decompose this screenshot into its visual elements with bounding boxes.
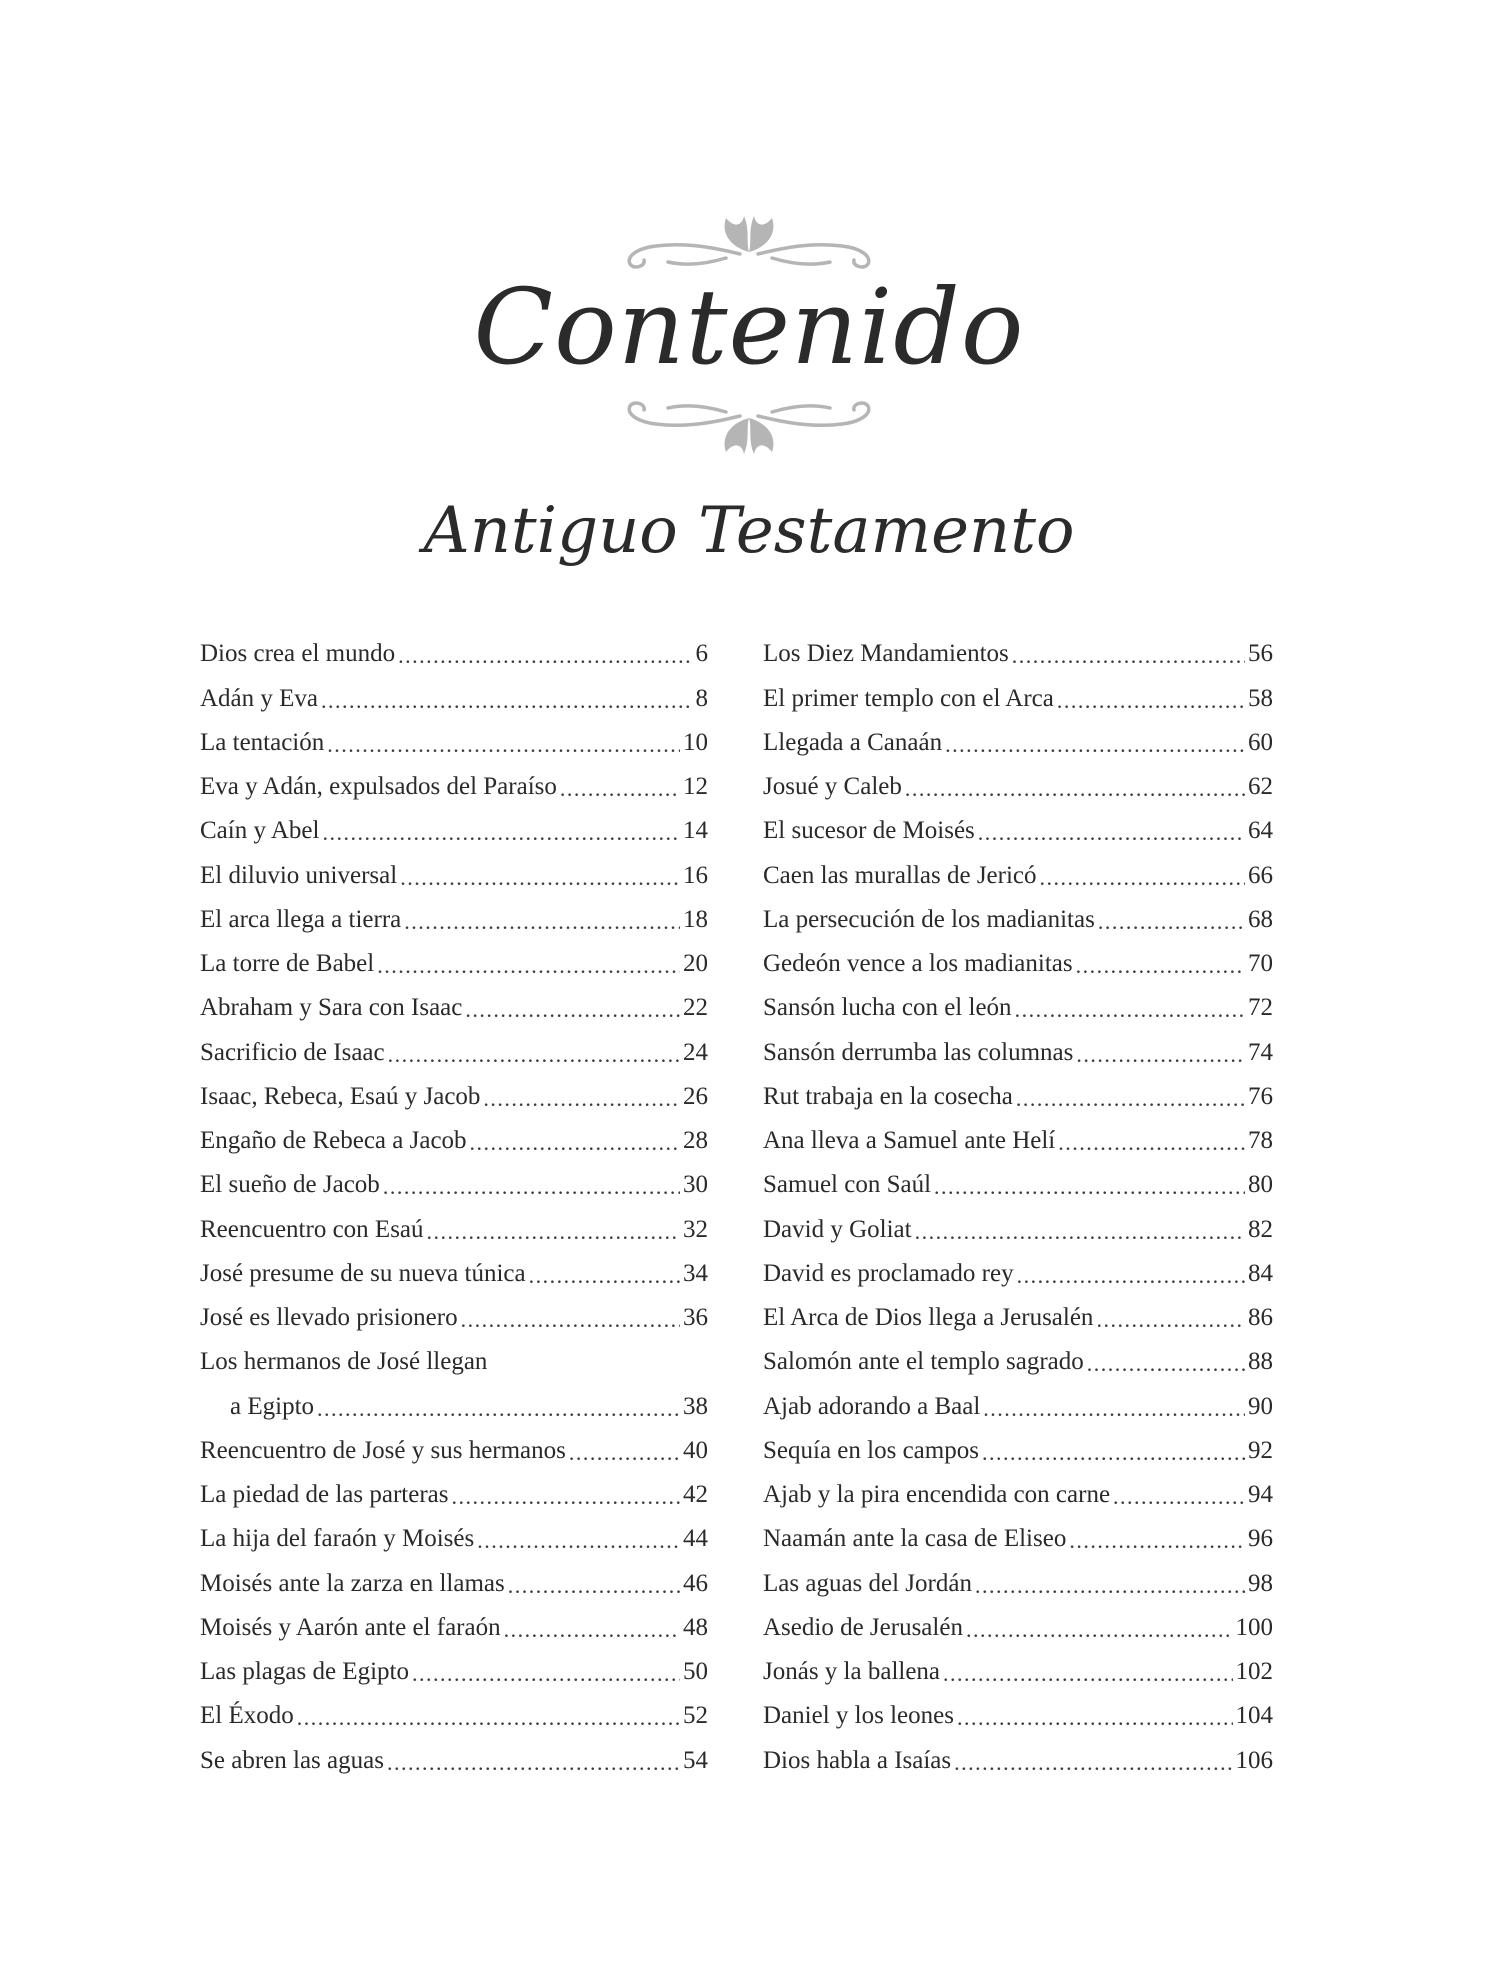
dot-leader	[465, 990, 680, 1030]
toc-entry-title: Eva y Adán, expulsados del Paraíso	[200, 773, 557, 800]
toc-entry-title: La tentación	[200, 728, 325, 756]
toc-entry[interactable]	[200, 676, 708, 720]
toc-entry-page: 28	[683, 1127, 708, 1154]
toc-entry-title: Abraham y Sara con Isaac	[200, 994, 463, 1022]
toc-entry[interactable]	[200, 1075, 708, 1119]
dot-leader	[1012, 636, 1245, 676]
toc-entry-page: 92	[1248, 1436, 1273, 1464]
dot-leader	[934, 1167, 1245, 1207]
dot-leader	[1113, 1477, 1245, 1517]
toc-entry-title: Se abren las aguas	[200, 1746, 384, 1774]
toc-entry-title: La piedad de las parteras	[200, 1481, 449, 1508]
dot-leader	[383, 1167, 680, 1207]
toc-entry-title: Caín y Abel	[200, 817, 320, 845]
toc-entry-page: 70	[1248, 950, 1273, 977]
toc-entry[interactable]	[763, 1075, 1273, 1119]
toc-entry-page: 16	[683, 861, 708, 889]
toc-entry-title: El arca llega a tierra	[200, 905, 402, 933]
dot-leader	[1098, 902, 1245, 942]
toc-entry-title: Rut trabaja en la cosecha	[763, 1082, 1013, 1110]
toc-entry-title: El sueño de Jacob	[200, 1171, 380, 1199]
toc-entry-page: 20	[683, 950, 708, 977]
dot-leader	[404, 902, 680, 942]
dot-leader	[297, 1698, 680, 1738]
toc-entry[interactable]	[200, 1429, 708, 1473]
toc-entry[interactable]	[200, 1340, 708, 1384]
toc-entry-page: 100	[1235, 1613, 1273, 1641]
toc-entry-title: Gedeón vence a los madianitas	[763, 950, 1073, 977]
toc-entry[interactable]	[763, 853, 1273, 897]
toc-entry-title: La torre de Babel	[200, 950, 375, 977]
toc-entry-title: José presume de su nueva túnica	[200, 1259, 526, 1287]
toc-entry-title: Los hermanos de José llegan	[200, 1348, 488, 1376]
toc-entry-page: 48	[683, 1613, 708, 1641]
toc-entry-page: 68	[1248, 905, 1273, 933]
dot-leader	[452, 1477, 681, 1517]
dot-leader	[477, 1521, 680, 1561]
toc-entry[interactable]	[200, 1163, 708, 1207]
toc-entry-page: 62	[1248, 773, 1273, 800]
dot-leader	[1015, 990, 1245, 1030]
toc-entry[interactable]	[763, 1738, 1273, 1782]
toc-entry[interactable]	[763, 1650, 1273, 1694]
toc-entry[interactable]	[763, 1561, 1273, 1605]
toc-entry[interactable]	[200, 632, 708, 676]
toc-entry[interactable]	[763, 1207, 1273, 1251]
toc-entry[interactable]	[200, 1252, 708, 1296]
toc-entry-title: El diluvio universal	[200, 861, 398, 889]
toc-entry[interactable]	[763, 632, 1273, 676]
toc-entry-title: Ajab y la pira encendida con carne	[763, 1481, 1111, 1508]
dot-leader	[400, 858, 680, 898]
toc-entry[interactable]	[763, 1429, 1273, 1473]
toc-entry-page: 14	[683, 817, 708, 845]
toc-entry-page: 44	[683, 1525, 708, 1553]
toc-entry-page: 102	[1235, 1658, 1273, 1685]
toc-entry-title: Sequía en los campos	[763, 1436, 979, 1464]
toc-entry-page: 52	[683, 1702, 708, 1730]
dot-leader	[387, 1743, 680, 1783]
toc-entry-title: Reencuentro con Esaú	[200, 1215, 424, 1243]
toc-entry[interactable]	[200, 1473, 708, 1517]
toc-entry[interactable]	[763, 676, 1273, 720]
dot-leader	[966, 1610, 1233, 1650]
toc-entry-title: Ana lleva a Samuel ante Helí	[763, 1127, 1056, 1154]
dot-leader	[1076, 1035, 1245, 1075]
toc-entry-page: 22	[683, 994, 708, 1022]
dot-leader	[508, 1566, 680, 1606]
toc-entry[interactable]	[200, 1030, 708, 1074]
toc-entry-title: Caen las murallas de Jericó	[763, 861, 1037, 889]
toc-entry-page: 76	[1248, 1082, 1273, 1110]
dot-leader	[322, 813, 680, 853]
toc-entry-page: 96	[1248, 1525, 1273, 1553]
toc-entry[interactable]	[763, 765, 1273, 809]
toc-entry-page: 98	[1248, 1569, 1273, 1597]
toc-entry-page: 86	[1248, 1304, 1273, 1331]
dot-leader	[1069, 1521, 1245, 1561]
toc-entry-page: 60	[1248, 728, 1273, 756]
toc-entry[interactable]	[200, 1119, 708, 1163]
toc-entry-page: 26	[683, 1082, 708, 1110]
dot-leader	[905, 769, 1245, 809]
toc-entry-title: La persecución de los madianitas	[763, 905, 1095, 933]
toc-entry-title: Samuel con Saúl	[763, 1171, 932, 1199]
toc-entry-title: Salomón ante el templo sagrado	[763, 1348, 1084, 1376]
section-heading: Antiguo Testamento	[423, 494, 1075, 568]
dot-leader	[1017, 1256, 1245, 1296]
toc-entry-page: 6	[695, 640, 708, 668]
toc-entry-title: Daniel y los leones	[763, 1702, 954, 1730]
toc-entry-title: Engaño de Rebeca a Jacob	[200, 1127, 467, 1154]
toc-entry-title: Naamán ante la casa de Eliseo	[763, 1525, 1067, 1553]
toc-entry-title: Ajab adorando a Baal	[763, 1392, 981, 1420]
toc-entry-title: Los Diez Mandamientos	[763, 640, 1009, 668]
dot-leader	[317, 1389, 680, 1429]
toc-entry-page: 54	[683, 1746, 708, 1774]
dot-leader	[1058, 1123, 1245, 1163]
toc-entry[interactable]	[200, 721, 708, 765]
toc-entry-page: 40	[683, 1436, 708, 1464]
toc-entry[interactable]	[763, 1252, 1273, 1296]
toc-entry-title: Josué y Caleb	[763, 773, 902, 800]
dot-leader	[377, 946, 680, 986]
dot-leader	[321, 681, 692, 721]
toc-entry[interactable]	[200, 765, 708, 809]
toc-entry-title: El sucesor de Moisés	[763, 817, 975, 845]
toc-entry-page: 34	[683, 1259, 708, 1287]
toc-entry-page: 10	[683, 728, 708, 756]
toc-right-column	[763, 632, 1273, 1783]
toc-entry-page: 50	[683, 1658, 708, 1685]
toc-entry[interactable]	[763, 1606, 1273, 1650]
dot-leader	[412, 1654, 680, 1694]
toc-entry[interactable]	[763, 942, 1273, 986]
dot-leader	[954, 1743, 1232, 1783]
toc-entry-title: José es llevado prisionero	[200, 1304, 458, 1331]
dot-leader	[461, 1300, 680, 1340]
toc-entry-page: 66	[1248, 861, 1273, 889]
dot-leader	[1016, 1079, 1245, 1119]
toc-entry[interactable]	[763, 1296, 1273, 1340]
dot-leader	[398, 636, 692, 676]
toc-entry-title: Reencuentro de José y sus hermanos	[200, 1436, 566, 1464]
dot-leader	[982, 1433, 1245, 1473]
toc-entry-page: 56	[1248, 640, 1273, 668]
toc-entry[interactable]	[200, 1517, 708, 1561]
toc-entry-title: El Éxodo	[200, 1702, 294, 1730]
toc-entry-page: 46	[683, 1569, 708, 1597]
dot-leader	[978, 813, 1245, 853]
toc-entry[interactable]	[200, 986, 708, 1030]
toc-entry[interactable]	[763, 898, 1273, 942]
dot-leader	[1057, 681, 1245, 721]
toc-entry[interactable]	[200, 1606, 708, 1650]
toc-entry-title: Moisés y Aarón ante el faraón	[200, 1613, 501, 1641]
toc-entry-page: 42	[683, 1481, 708, 1508]
toc-entry-page: 74	[1248, 1038, 1273, 1066]
dot-leader	[915, 1212, 1245, 1252]
toc-entry[interactable]	[200, 1738, 708, 1782]
dot-leader	[483, 1079, 680, 1119]
toc-entry[interactable]	[200, 1207, 708, 1251]
toc-entry-title: Sansón lucha con el león	[763, 994, 1012, 1022]
toc-entry-page: 38	[683, 1392, 708, 1420]
dot-leader	[975, 1566, 1245, 1606]
toc-entry-title: Dios crea el mundo	[200, 640, 396, 668]
toc-entry-page: 104	[1235, 1702, 1273, 1730]
dot-leader	[1096, 1300, 1245, 1340]
toc-entry[interactable]	[763, 1517, 1273, 1561]
toc-entry-page: 80	[1248, 1171, 1273, 1199]
toc-entry[interactable]	[200, 898, 708, 942]
toc-entry[interactable]	[763, 1163, 1273, 1207]
dot-leader	[1040, 858, 1245, 898]
toc-entry[interactable]	[763, 1473, 1273, 1517]
dot-leader	[1087, 1344, 1245, 1384]
toc-entry-title: Las plagas de Egipto	[200, 1658, 409, 1685]
toc-entry[interactable]	[763, 1340, 1273, 1384]
toc-entry[interactable]	[200, 809, 708, 853]
dot-leader	[569, 1433, 680, 1473]
toc-entry-title: Llegada a Canaán	[763, 728, 943, 756]
dot-leader	[327, 725, 680, 765]
toc-entry[interactable]	[200, 942, 708, 986]
dot-leader	[943, 1654, 1232, 1694]
toc-entry-title: Las aguas del Jordán	[763, 1569, 972, 1597]
dot-leader	[945, 725, 1245, 765]
toc-entry-title: Dios habla a Isaías	[763, 1746, 952, 1774]
dot-leader	[529, 1256, 680, 1296]
toc-entry-page: 24	[683, 1038, 708, 1066]
toc-entry-title: Sacrificio de Isaac	[200, 1038, 385, 1066]
dot-leader	[957, 1698, 1233, 1738]
toc-entry-title: El Arca de Dios llega a Jerusalén	[763, 1304, 1094, 1331]
toc-entry-title: Moisés ante la zarza en llamas	[200, 1569, 505, 1597]
toc-entry[interactable]	[763, 1119, 1273, 1163]
toc-entry[interactable]	[200, 853, 708, 897]
toc-entry[interactable]	[763, 1384, 1273, 1428]
toc-entry-page: 90	[1248, 1392, 1273, 1420]
toc-entry-title-continuation: a Egipto	[230, 1392, 315, 1420]
toc-entry[interactable]	[763, 1694, 1273, 1738]
toc-entry-title: David es proclamado rey	[763, 1259, 1014, 1287]
bottom-ornament-icon	[616, 392, 882, 462]
toc-entry-title: Sansón derrumba las columnas	[763, 1038, 1074, 1066]
toc-entry-page: 106	[1235, 1746, 1273, 1774]
toc-left-column	[200, 632, 708, 1783]
toc-entry-continuation[interactable]	[200, 1384, 708, 1428]
toc-entry[interactable]	[200, 1694, 708, 1738]
toc-entry-page: 78	[1248, 1127, 1273, 1154]
toc-entry-page: 32	[683, 1215, 708, 1243]
toc-entry-page: 64	[1248, 817, 1273, 845]
toc-entry-title: Jonás y la ballena	[763, 1658, 941, 1685]
toc-entry-page: 58	[1248, 684, 1273, 712]
dot-leader	[388, 1035, 680, 1075]
toc-entry-title: David y Goliat	[763, 1215, 912, 1243]
toc-entry-page: 88	[1248, 1348, 1273, 1376]
toc-entry-page: 30	[683, 1171, 708, 1199]
toc-entry[interactable]	[763, 721, 1273, 765]
toc-entry-title: La hija del faraón y Moisés	[200, 1525, 475, 1553]
dot-leader	[560, 769, 680, 809]
toc-entry[interactable]	[200, 1296, 708, 1340]
toc-entry-page: 82	[1248, 1215, 1273, 1243]
toc-entry-title: Isaac, Rebeca, Esaú y Jacob	[200, 1082, 481, 1110]
toc-entry-page: 94	[1248, 1481, 1273, 1508]
toc-entry-title: El primer templo con el Arca	[763, 684, 1054, 712]
dot-leader	[983, 1389, 1245, 1429]
toc-entry-title: Adán y Eva	[200, 684, 319, 712]
toc-entry-page: 72	[1248, 994, 1273, 1022]
toc-entry-page: 36	[683, 1304, 708, 1331]
toc-entry[interactable]	[763, 1030, 1273, 1074]
dot-leader	[470, 1123, 680, 1163]
toc-entry-page: 84	[1248, 1259, 1273, 1287]
toc-entry[interactable]	[763, 986, 1273, 1030]
toc-entry-page: 18	[683, 905, 708, 933]
toc-entry[interactable]	[200, 1650, 708, 1694]
page-title: Contenido	[473, 266, 1025, 388]
toc-entry[interactable]	[200, 1561, 708, 1605]
dot-leader	[1076, 946, 1245, 986]
toc-entry-page: 12	[683, 773, 708, 800]
toc-entry-title: Asedio de Jerusalén	[763, 1613, 963, 1641]
toc-entry-page: 8	[695, 684, 708, 712]
dot-leader	[427, 1212, 680, 1252]
dot-leader	[504, 1610, 680, 1650]
toc-entry[interactable]	[763, 809, 1273, 853]
